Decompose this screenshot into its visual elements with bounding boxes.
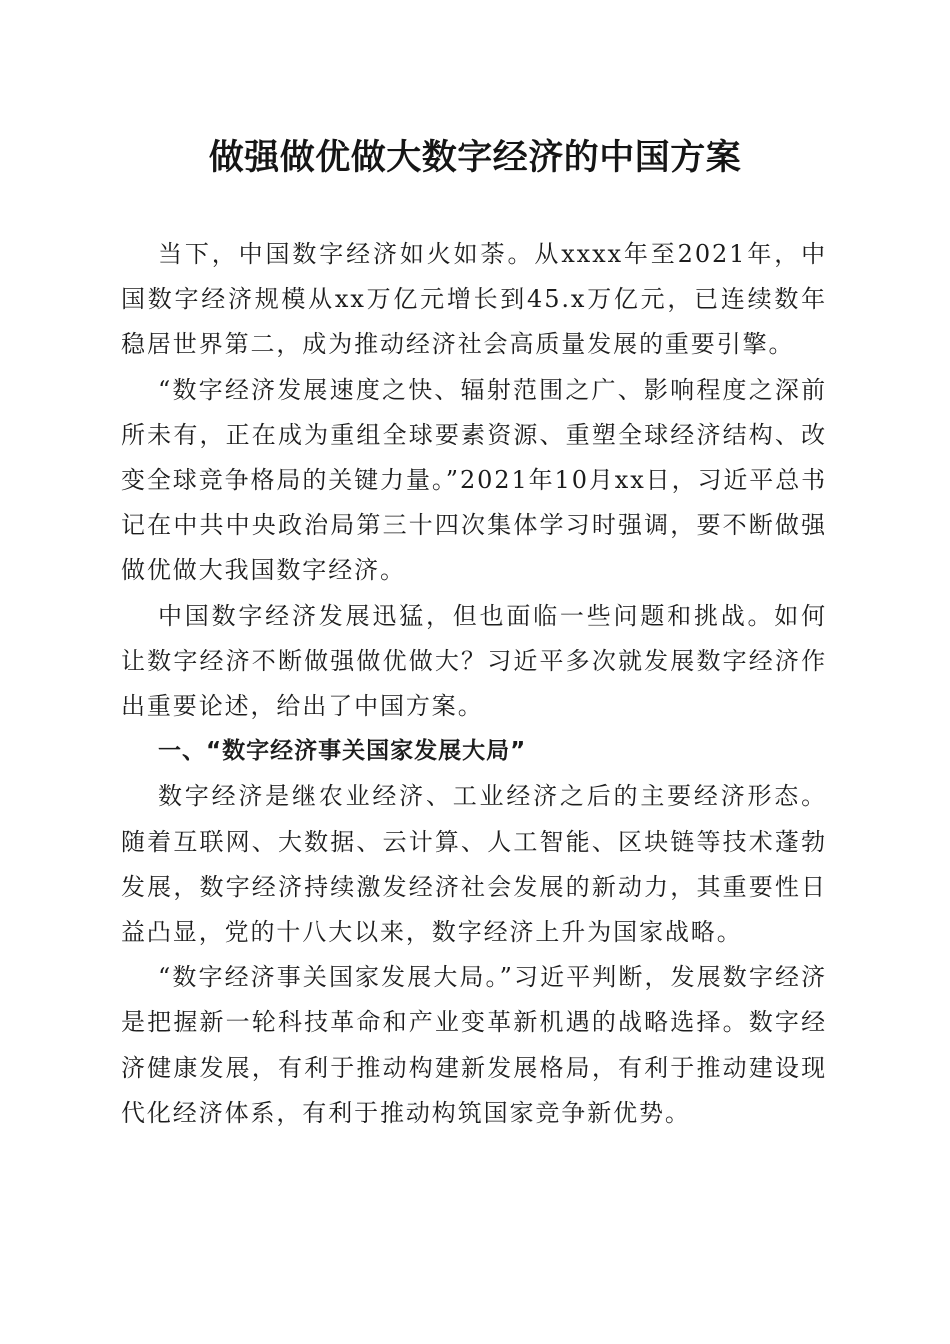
paragraph-economic-form: 数字经济是继农业经济、工业经济之后的主要经济形态。随着互联网、大数据、云计算、人工智能、区块链等技术蓬勃发展，数字经济持续激发经济社会发展的新动力，其重要性日益凸显，党的十八大以来，数字经济上升为国家战略。 xyxy=(121,782,827,947)
paragraph-challenges: 中国数字经济发展迅猛，但也面临一些问题和挑战。如何让数字经济不断做强做优做大？习近平多次就发展数字经济作出重要论述，给出了中国方案。 xyxy=(121,601,827,721)
paragraph-intro: 当下，中国数字经济如火如荼。从xxxx年至2021年，中国数字经济规模从xx万亿元增长到45.x万亿元，已连续数年稳居世界第二，成为推动经济社会高质量发展的重要引擎。 xyxy=(121,240,827,359)
document-title: 做强做优做大数字经济的中国方案 xyxy=(208,137,742,178)
paragraph-quote: “数字经济发展速度之快、辐射范围之广、影响程度之深前所未有，正在成为重组全球要素资源、重塑全球经济结构、改变全球竞争格局的关键力量。”2021年10月xx日，习近平总书记在中共中央政治局第三十四次集体学习时强调，要不断做强做优做大我国数字经济。 xyxy=(121,375,827,585)
document-body xyxy=(121,232,827,1136)
section-heading: 一、“数字经济事关国家发展大局” xyxy=(158,738,527,765)
paragraph-national-strategy: “数字经济事关国家发展大局。”习近平判断，发展数字经济是把握新一轮科技革命和产业变革新机遇的战略选择。数字经济健康发展，有利于推动构建新发展格局，有利于推动建设现代化经济体系，有利于推动构筑国家竞争新优势。 xyxy=(121,963,827,1127)
